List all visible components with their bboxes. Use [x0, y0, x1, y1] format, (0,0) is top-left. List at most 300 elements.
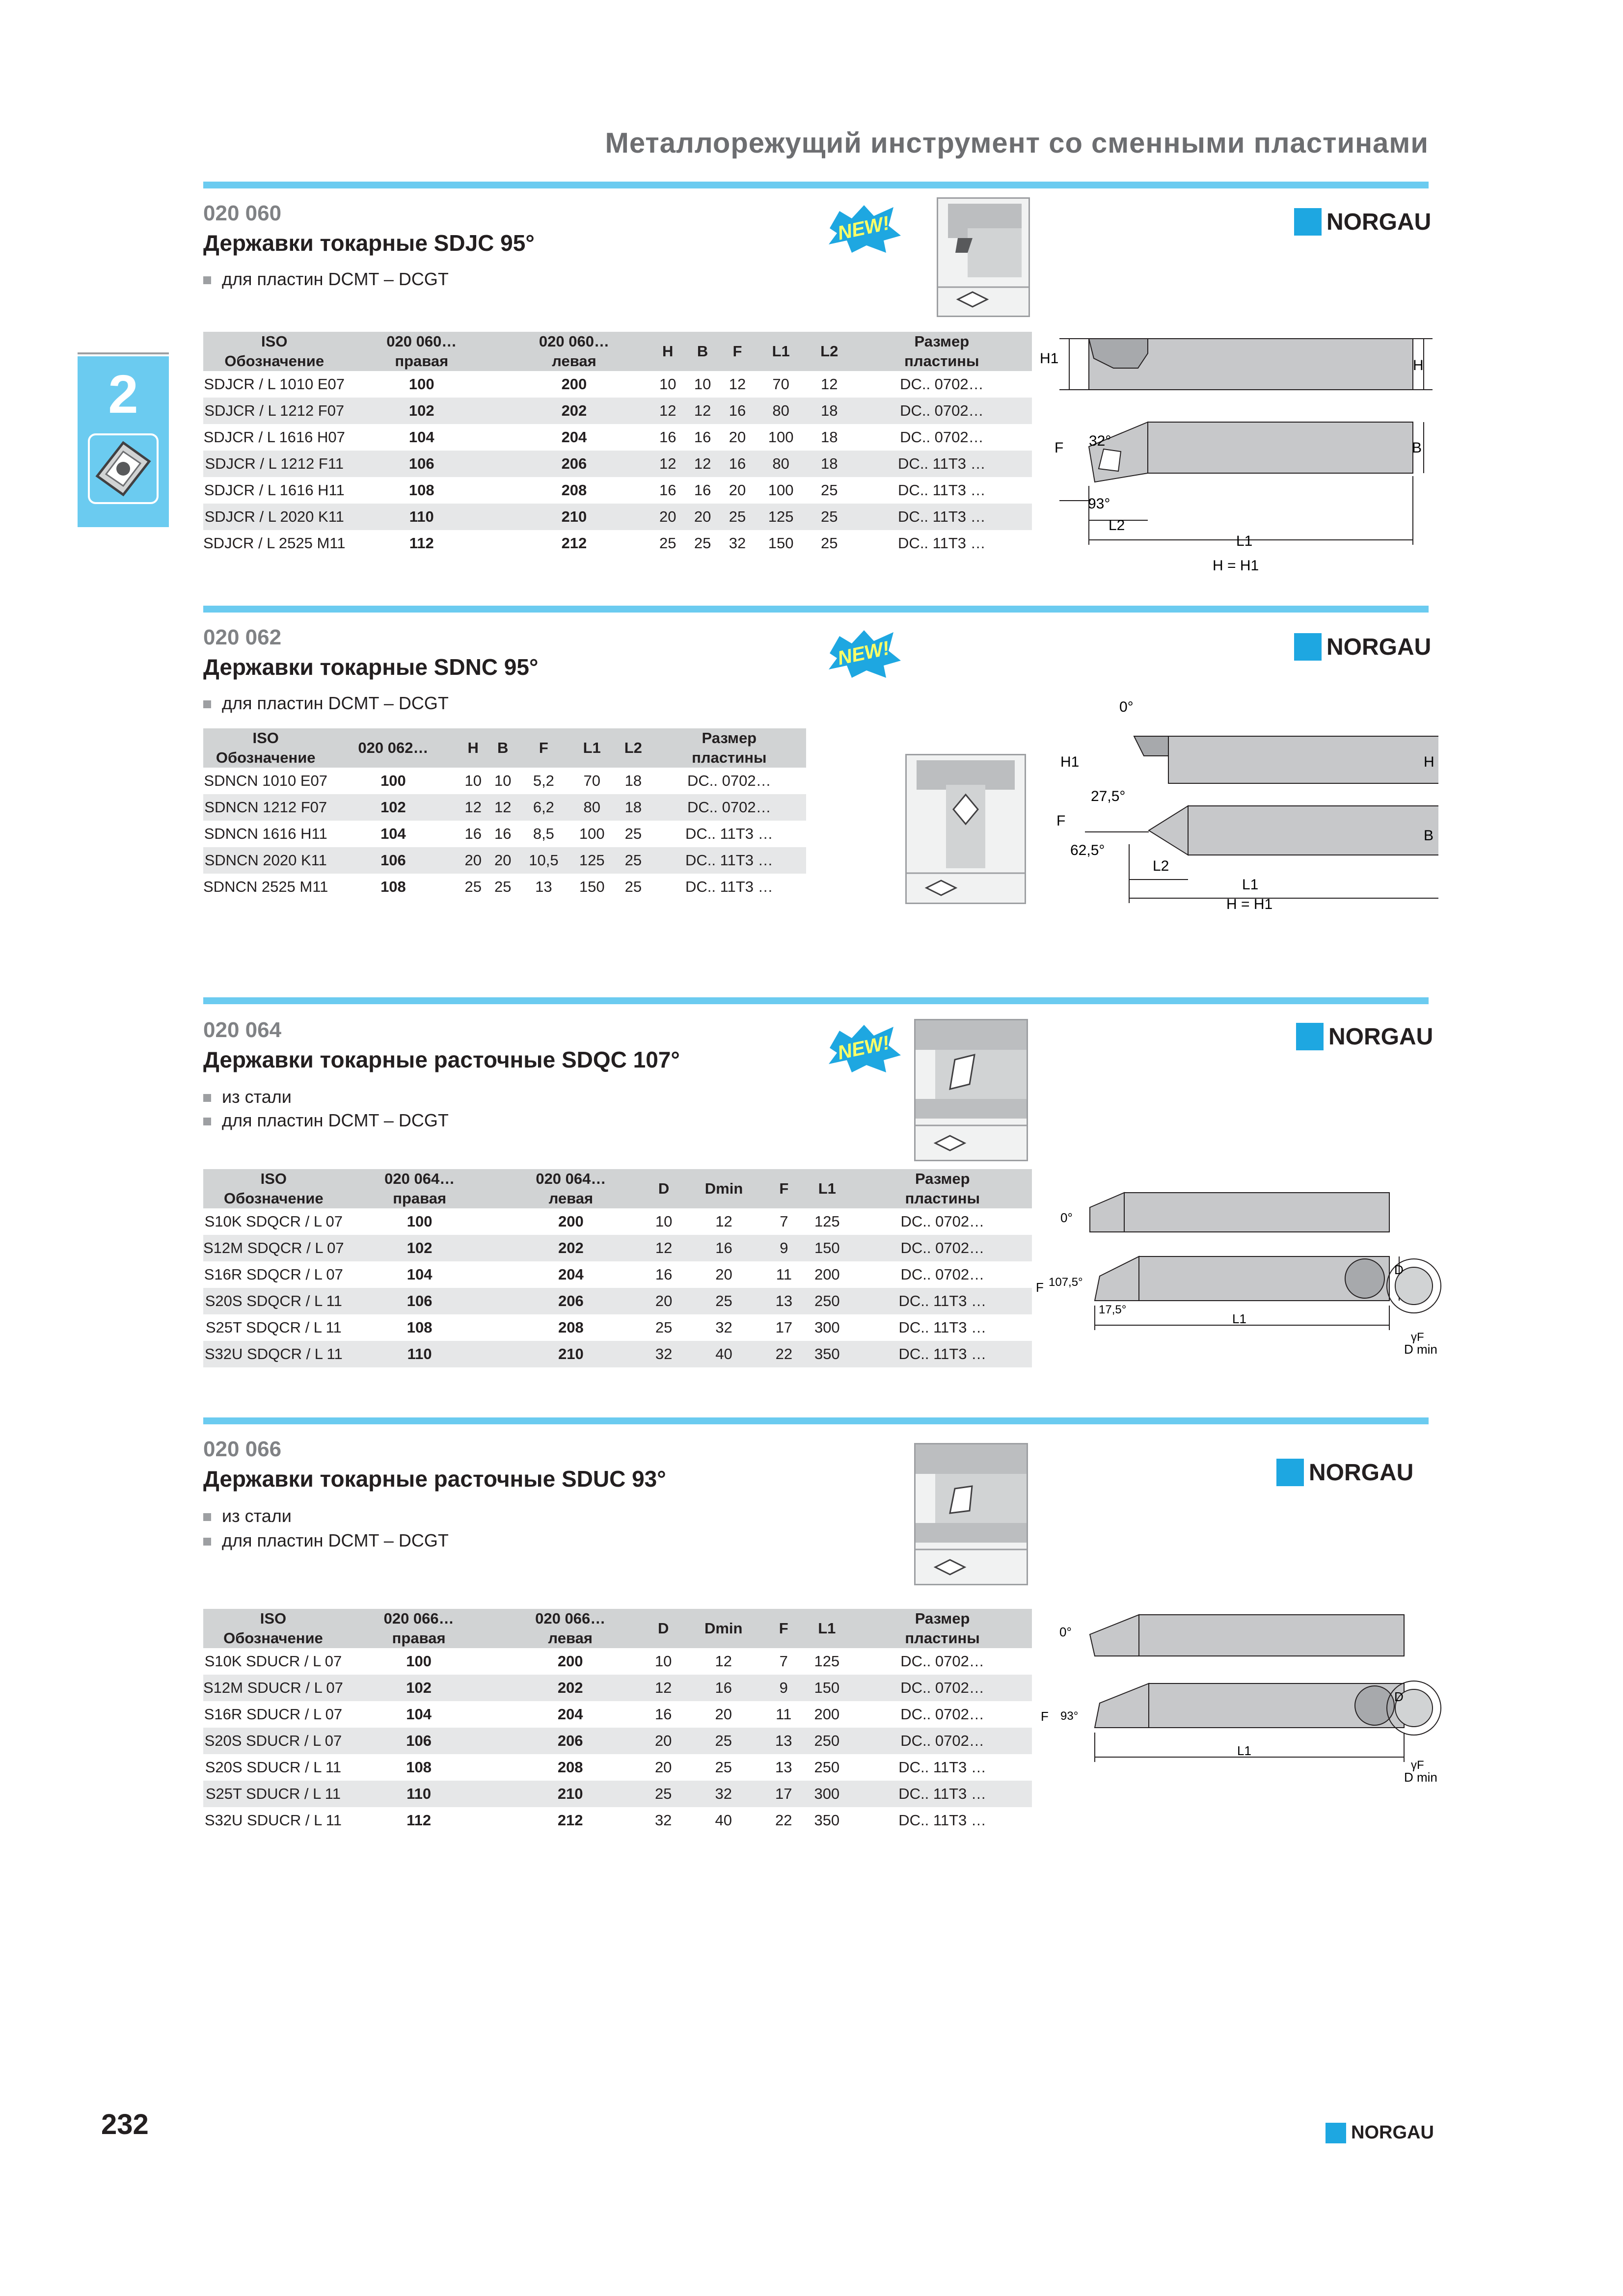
table-cell: 25 — [614, 847, 652, 874]
table-cell: 102 — [328, 794, 458, 821]
section-rule — [203, 182, 1429, 188]
table-cell: 20 — [458, 847, 488, 874]
bullet-item: для пластин DCMT – DCGT — [203, 1110, 449, 1131]
table-cell: 12 — [458, 794, 488, 821]
table-cell: DC.. 0702… — [900, 1706, 984, 1723]
column-header: B — [685, 332, 720, 371]
diagram-label: L2 — [1109, 517, 1125, 534]
table-cell: 6,2 — [517, 794, 569, 821]
table-cell: 300 — [814, 1319, 840, 1336]
column-header: Размер пластины — [853, 1609, 1032, 1648]
column-header: L2 — [807, 332, 852, 371]
table-cell: 25 — [821, 534, 838, 552]
table-cell: 17 — [775, 1319, 793, 1336]
table-cell: 204 — [557, 1706, 583, 1723]
table-cell: DC.. 11T3 … — [898, 481, 986, 499]
column-header: Dmin — [681, 1169, 766, 1208]
table-cell: 18 — [614, 794, 652, 821]
table-cell: 106 — [343, 1728, 495, 1754]
diagram-label: H = H1 — [1213, 558, 1259, 574]
table-cell: 250 — [814, 1759, 840, 1776]
table-cell: SDJCR / L 1010 E07 — [204, 375, 345, 393]
table-cell: 106 — [345, 451, 498, 477]
table-cell: 100 — [408, 375, 434, 393]
table-cell: 100 — [406, 1213, 433, 1230]
column-header: 020 066… левая — [494, 1609, 646, 1648]
table-cell: 25 — [624, 825, 642, 842]
table-row — [203, 1208, 1032, 1235]
table-cell: 104 — [406, 1706, 432, 1723]
table-cell: 16 — [659, 481, 676, 499]
table-cell: 104 — [406, 1266, 433, 1283]
table-cell: 20 — [654, 1759, 672, 1776]
table-cell: 25 — [680, 1728, 766, 1754]
table-cell: 11 — [776, 1266, 792, 1283]
table-row — [203, 1235, 1032, 1261]
column-header: L1 — [755, 332, 807, 371]
table-cell: 16 — [654, 1706, 672, 1723]
table-cell: 206 — [494, 1728, 646, 1754]
table-row — [203, 847, 806, 874]
table-cell: 13 — [766, 1728, 801, 1754]
table-cell: 5,2 — [533, 772, 554, 789]
column-header: F — [720, 332, 755, 371]
table-cell: 100 — [380, 772, 406, 789]
table-cell: 100 — [768, 481, 794, 499]
tool-diagram — [1040, 324, 1433, 579]
footer-brand-logo: NORGAU — [1325, 2122, 1434, 2143]
column-header: F — [767, 1169, 801, 1208]
diagram-label: D — [1394, 1689, 1404, 1704]
diagram-label: 0° — [1059, 1625, 1072, 1639]
table-cell: 200 — [557, 1653, 583, 1670]
table-cell: 206 — [495, 1288, 647, 1314]
table-cell: 25 — [494, 878, 512, 895]
column-header: F — [766, 1609, 801, 1648]
page-title: Металлорежущий инструмент со сменными пластинами — [605, 127, 1429, 159]
table-cell: 210 — [498, 504, 650, 530]
table-cell: 18 — [821, 428, 838, 446]
diagram-label: L1 — [1232, 1311, 1246, 1326]
table-cell: 202 — [495, 1235, 647, 1261]
diagram-label: 0° — [1119, 699, 1134, 715]
table-row — [203, 1341, 1032, 1367]
table-cell: 25 — [694, 534, 711, 552]
tool-diagram — [1036, 1178, 1443, 1364]
table-cell: 10,5 — [517, 847, 569, 874]
column-header: Размер пластины — [652, 728, 806, 768]
table-cell: SDNCN 1616 H11 — [204, 825, 327, 842]
table-cell: S20S SDUCR / L 11 — [205, 1759, 342, 1776]
table-cell: S32U SDUCR / L 11 — [204, 1812, 342, 1829]
diagram-label: γF — [1411, 1331, 1424, 1344]
diagram-label: D min — [1404, 1342, 1437, 1357]
table-cell: 208 — [557, 1759, 583, 1776]
product-photo — [914, 1443, 1028, 1585]
table-cell: 10 — [694, 375, 711, 393]
table-cell: 80 — [569, 794, 614, 821]
column-header: L1 — [801, 1169, 853, 1208]
table-cell: 20 — [715, 1706, 732, 1723]
diagram-label: 93° — [1060, 1709, 1079, 1723]
column-header: L1 — [801, 1609, 853, 1648]
bullet-item: из стали — [203, 1087, 292, 1107]
table-cell: 16 — [494, 825, 512, 842]
diagram-label: D — [1394, 1262, 1404, 1277]
table-cell: 100 — [579, 825, 605, 842]
table-row — [203, 1754, 1032, 1781]
table-cell: SDJCR / L 1212 F07 — [203, 398, 345, 424]
column-header: 020 060… правая — [345, 332, 498, 371]
table-cell: 20 — [647, 1288, 681, 1314]
table-cell: 25 — [681, 1288, 766, 1314]
table-cell: 25 — [655, 1319, 673, 1336]
column-header: F — [517, 728, 569, 768]
table-cell: 32 — [654, 1812, 672, 1829]
table-cell: 106 — [328, 847, 458, 874]
table-row — [203, 477, 1032, 504]
table-cell: 10 — [655, 1213, 673, 1230]
table-cell: 208 — [558, 1319, 584, 1336]
table-cell: DC.. 11T3 … — [853, 1341, 1032, 1367]
section-rule — [203, 997, 1429, 1004]
table-cell: 20 — [715, 1266, 732, 1283]
diagram-label: F — [1036, 1280, 1044, 1295]
table-cell: 102 — [343, 1675, 495, 1701]
brand-logo: NORGAU — [1294, 633, 1431, 661]
column-header: H — [650, 332, 685, 371]
bullet-item: для пластин DCMT – DCGT — [203, 693, 449, 714]
table-cell: 32 — [647, 1341, 681, 1367]
table-cell: 300 — [801, 1781, 853, 1807]
table-cell: 212 — [557, 1812, 583, 1829]
new-badge — [825, 626, 903, 680]
table-row — [203, 530, 1032, 557]
table-row — [203, 451, 1032, 477]
table-cell: S20S SDQCR / L 11 — [203, 1288, 344, 1314]
table-cell: S25T SDUCR / L 11 — [203, 1781, 343, 1807]
table-cell: 25 — [821, 481, 838, 499]
table-cell: DC.. 11T3 … — [898, 1319, 987, 1336]
table-cell: DC.. 11T3 … — [898, 534, 986, 552]
table-cell: 112 — [406, 1812, 432, 1829]
table-cell: 25 — [464, 878, 482, 895]
table-cell: 106 — [344, 1288, 495, 1314]
table-cell: 112 — [409, 534, 434, 552]
table-cell: 208 — [561, 481, 587, 499]
product-photo — [937, 197, 1030, 317]
table-cell: DC.. 0702… — [900, 428, 984, 446]
table-cell: 70 — [772, 375, 789, 393]
table-cell: DC.. 11T3 … — [852, 504, 1032, 530]
table-cell: 80 — [755, 398, 807, 424]
table-cell: 150 — [579, 878, 605, 895]
table-cell: DC.. 11T3 … — [898, 1759, 986, 1776]
table-row — [203, 1781, 1032, 1807]
bullet-item: для пластин DCMT – DCGT — [203, 1530, 449, 1551]
table-cell: 150 — [801, 1235, 853, 1261]
table-cell: S12M SDUCR / L 07 — [203, 1675, 343, 1701]
table-cell: 7 — [780, 1213, 788, 1230]
table-cell: 22 — [775, 1812, 792, 1829]
table-cell: 18 — [807, 451, 852, 477]
table-cell: 200 — [814, 1706, 840, 1723]
section-title: Державки токарные SDJC 95° — [203, 230, 535, 256]
table-row — [203, 1701, 1032, 1728]
table-cell: SDNCN 1010 E07 — [204, 772, 327, 789]
column-header: Размер пластины — [853, 1169, 1032, 1208]
table-cell: 12 — [488, 794, 518, 821]
column-header: Dmin — [680, 1609, 766, 1648]
table-row — [203, 794, 806, 821]
table-cell: DC.. 0702… — [853, 1728, 1032, 1754]
table-cell: S20S SDUCR / L 07 — [203, 1728, 343, 1754]
table-cell: DC.. 0702… — [853, 1675, 1032, 1701]
table-cell: 12 — [647, 1235, 681, 1261]
table-row — [203, 874, 806, 900]
section-title: Державки токарные расточные SDQC 107° — [203, 1047, 680, 1072]
column-header: D — [646, 1609, 680, 1648]
table-cell: 108 — [406, 1319, 433, 1336]
table-cell: 16 — [681, 1235, 766, 1261]
table-cell: 12 — [715, 1213, 732, 1230]
table-cell: DC.. 0702… — [900, 1653, 984, 1670]
table-cell: 17 — [766, 1781, 801, 1807]
side-tab-divider — [78, 352, 169, 354]
column-header: 020 060… левая — [498, 332, 650, 371]
table-cell: DC.. 11T3 … — [853, 1288, 1032, 1314]
table-cell: 125 — [755, 504, 807, 530]
table-row — [203, 1288, 1032, 1314]
column-header: L1 — [569, 728, 614, 768]
section-code: 020 060 — [203, 201, 282, 225]
table-cell: 22 — [767, 1341, 801, 1367]
table-cell: 12 — [685, 451, 720, 477]
section-code: 020 064 — [203, 1018, 282, 1042]
table-cell: 12 — [715, 1653, 732, 1670]
table-cell: 80 — [755, 451, 807, 477]
brand-logo: NORGAU — [1296, 1023, 1433, 1050]
table-cell: 20 — [685, 504, 720, 530]
table-cell: DC.. 11T3 … — [652, 847, 806, 874]
table-cell: 202 — [494, 1675, 646, 1701]
table-cell: 12 — [685, 398, 720, 424]
spec-table — [203, 332, 1032, 557]
column-header: D — [647, 1169, 681, 1208]
table-cell: DC.. 11T3 … — [852, 451, 1032, 477]
table-row — [203, 1675, 1032, 1701]
table-cell: 204 — [561, 428, 587, 446]
table-cell: 8,5 — [533, 825, 554, 842]
diagram-label: 27,5° — [1091, 788, 1126, 804]
table-cell: 25 — [807, 504, 852, 530]
table-row — [203, 371, 1032, 398]
table-cell: 200 — [814, 1266, 840, 1283]
table-row — [203, 1314, 1032, 1341]
table-cell: 13 — [535, 878, 552, 895]
table-cell: 25 — [624, 878, 642, 895]
spec-table — [203, 728, 806, 900]
tool-diagram — [1046, 697, 1438, 923]
table-cell: 12 — [650, 451, 685, 477]
table-cell: S12M SDQCR / L 07 — [203, 1235, 344, 1261]
table-cell: 70 — [583, 772, 600, 789]
diagram-label: γF — [1411, 1759, 1424, 1772]
table-cell: 204 — [558, 1266, 584, 1283]
table-row — [203, 768, 806, 794]
diagram-label: H — [1424, 754, 1434, 770]
table-cell: 150 — [801, 1675, 853, 1701]
table-cell: 125 — [814, 1213, 840, 1230]
table-cell: 125 — [569, 847, 614, 874]
table-cell: 210 — [494, 1781, 646, 1807]
table-cell: 20 — [646, 1728, 680, 1754]
column-header: ISO Обозначение — [203, 728, 328, 768]
table-cell: 25 — [720, 504, 755, 530]
product-photo — [914, 1019, 1028, 1161]
product-photo — [905, 754, 1026, 904]
table-cell: S25T SDQCR / L 11 — [205, 1319, 342, 1336]
table-cell: 10 — [654, 1653, 672, 1670]
spec-table — [203, 1169, 1032, 1367]
table-cell: 12 — [646, 1675, 680, 1701]
table-cell: 104 — [408, 428, 434, 446]
table-cell: 250 — [801, 1288, 853, 1314]
table-cell: 16 — [720, 398, 755, 424]
column-header: ISO Обозначение — [203, 1169, 344, 1208]
table-cell: DC.. 11T3 … — [685, 825, 773, 842]
table-cell: 125 — [814, 1653, 840, 1670]
column-header: H — [458, 728, 488, 768]
table-cell: 212 — [561, 534, 587, 552]
table-cell: 16 — [680, 1675, 766, 1701]
brand-logo: NORGAU — [1294, 208, 1431, 236]
table-cell: DC.. 11T3 … — [898, 1812, 986, 1829]
table-cell: 16 — [655, 1266, 673, 1283]
diagram-label: F — [1041, 1709, 1049, 1724]
table-row — [203, 1648, 1032, 1675]
table-cell: DC.. 0702… — [900, 1266, 985, 1283]
table-cell: DC.. 0702… — [900, 1213, 985, 1230]
table-cell: 32 — [680, 1781, 766, 1807]
table-cell: 102 — [345, 398, 498, 424]
spec-table — [203, 1609, 1032, 1834]
table-cell: 16 — [464, 825, 482, 842]
table-cell: 16 — [694, 481, 711, 499]
table-cell: 20 — [488, 847, 518, 874]
diagram-label: L2 — [1153, 858, 1169, 874]
table-cell: 100 — [406, 1653, 432, 1670]
table-cell: 12 — [821, 375, 838, 393]
section-code: 020 066 — [203, 1437, 282, 1461]
table-cell: S10K SDUCR / L 07 — [204, 1653, 342, 1670]
table-cell: 200 — [561, 375, 587, 393]
table-cell: 206 — [498, 451, 650, 477]
column-header: ISO Обозначение — [203, 1609, 343, 1648]
table-cell: 350 — [814, 1812, 840, 1829]
diagram-label: 107,5° — [1049, 1276, 1083, 1289]
diagram-label: L1 — [1242, 877, 1259, 893]
new-badge-text: NEW! — [836, 212, 892, 244]
diagram-label: 17,5° — [1099, 1303, 1127, 1316]
new-badge-text: NEW! — [836, 637, 892, 669]
table-cell: 110 — [344, 1341, 495, 1367]
table-cell: DC.. 0702… — [853, 1235, 1032, 1261]
table-cell: S32U SDQCR / L 11 — [203, 1341, 344, 1367]
table-cell: 110 — [345, 504, 498, 530]
table-cell: 16 — [720, 451, 755, 477]
diagram-label: H = H1 — [1226, 896, 1273, 912]
table-cell: 202 — [498, 398, 650, 424]
table-cell: SDJCR / L 1616 H11 — [204, 481, 345, 499]
table-row — [203, 1807, 1032, 1834]
table-cell: 108 — [380, 878, 406, 895]
table-cell: DC.. 0702… — [900, 375, 984, 393]
table-cell: 10 — [659, 375, 676, 393]
diagram-label: F — [1055, 440, 1064, 456]
diagram-label: 0° — [1060, 1210, 1073, 1225]
page-number: 232 — [101, 2109, 149, 2140]
table-cell: 20 — [729, 481, 746, 499]
diagram-label: 32° — [1089, 433, 1111, 449]
column-header: 020 064… левая — [495, 1169, 647, 1208]
table-cell: 40 — [681, 1341, 766, 1367]
table-cell: DC.. 0702… — [652, 794, 806, 821]
table-cell: 102 — [344, 1235, 495, 1261]
column-header: 020 064… правая — [344, 1169, 495, 1208]
diagram-label: L1 — [1237, 1743, 1251, 1758]
table-row — [203, 398, 1032, 424]
table-cell: SDNCN 2020 K11 — [203, 847, 328, 874]
diagram-label: D min — [1404, 1770, 1437, 1785]
diagram-label: L1 — [1236, 533, 1253, 549]
table-cell: DC.. 0702… — [687, 772, 771, 789]
diagram-label: B — [1424, 828, 1434, 844]
table-cell: 108 — [406, 1759, 432, 1776]
diagram-label: F — [1056, 813, 1066, 829]
table-cell: SDNCN 1212 F07 — [203, 794, 328, 821]
table-row — [203, 821, 806, 847]
table-cell: 12 — [729, 375, 746, 393]
table-cell: 350 — [801, 1341, 853, 1367]
table-cell: DC.. 11T3 … — [685, 878, 773, 895]
table-cell: 20 — [729, 428, 746, 446]
table-cell: 210 — [495, 1341, 647, 1367]
table-cell: 9 — [766, 1675, 801, 1701]
tool-diagram — [1036, 1605, 1443, 1791]
table-row — [203, 1728, 1032, 1754]
insert-icon — [86, 432, 160, 506]
table-cell: S16R SDUCR / L 07 — [204, 1706, 343, 1723]
table-cell: DC.. 11T3 … — [853, 1781, 1032, 1807]
column-header: ISO Обозначение — [203, 332, 345, 371]
new-badge-text: NEW! — [836, 1032, 892, 1064]
table-cell: 25 — [659, 534, 676, 552]
table-cell: 11 — [776, 1706, 792, 1723]
table-cell: S16R SDQCR / L 07 — [204, 1266, 343, 1283]
diagram-label: H1 — [1040, 350, 1059, 367]
table-cell: 10 — [464, 772, 482, 789]
table-cell: SDJCR / L 2020 K11 — [203, 504, 345, 530]
diagram-label: 93° — [1088, 496, 1110, 512]
table-cell: 12 — [650, 398, 685, 424]
table-cell: 250 — [801, 1728, 853, 1754]
section-title: Державки токарные расточные SDUC 93° — [203, 1466, 666, 1492]
table-cell: 108 — [408, 481, 434, 499]
section-title: Державки токарные SDNC 95° — [203, 654, 539, 680]
diagram-label: B — [1412, 440, 1422, 456]
table-cell: SDNCN 2525 M11 — [203, 878, 328, 895]
